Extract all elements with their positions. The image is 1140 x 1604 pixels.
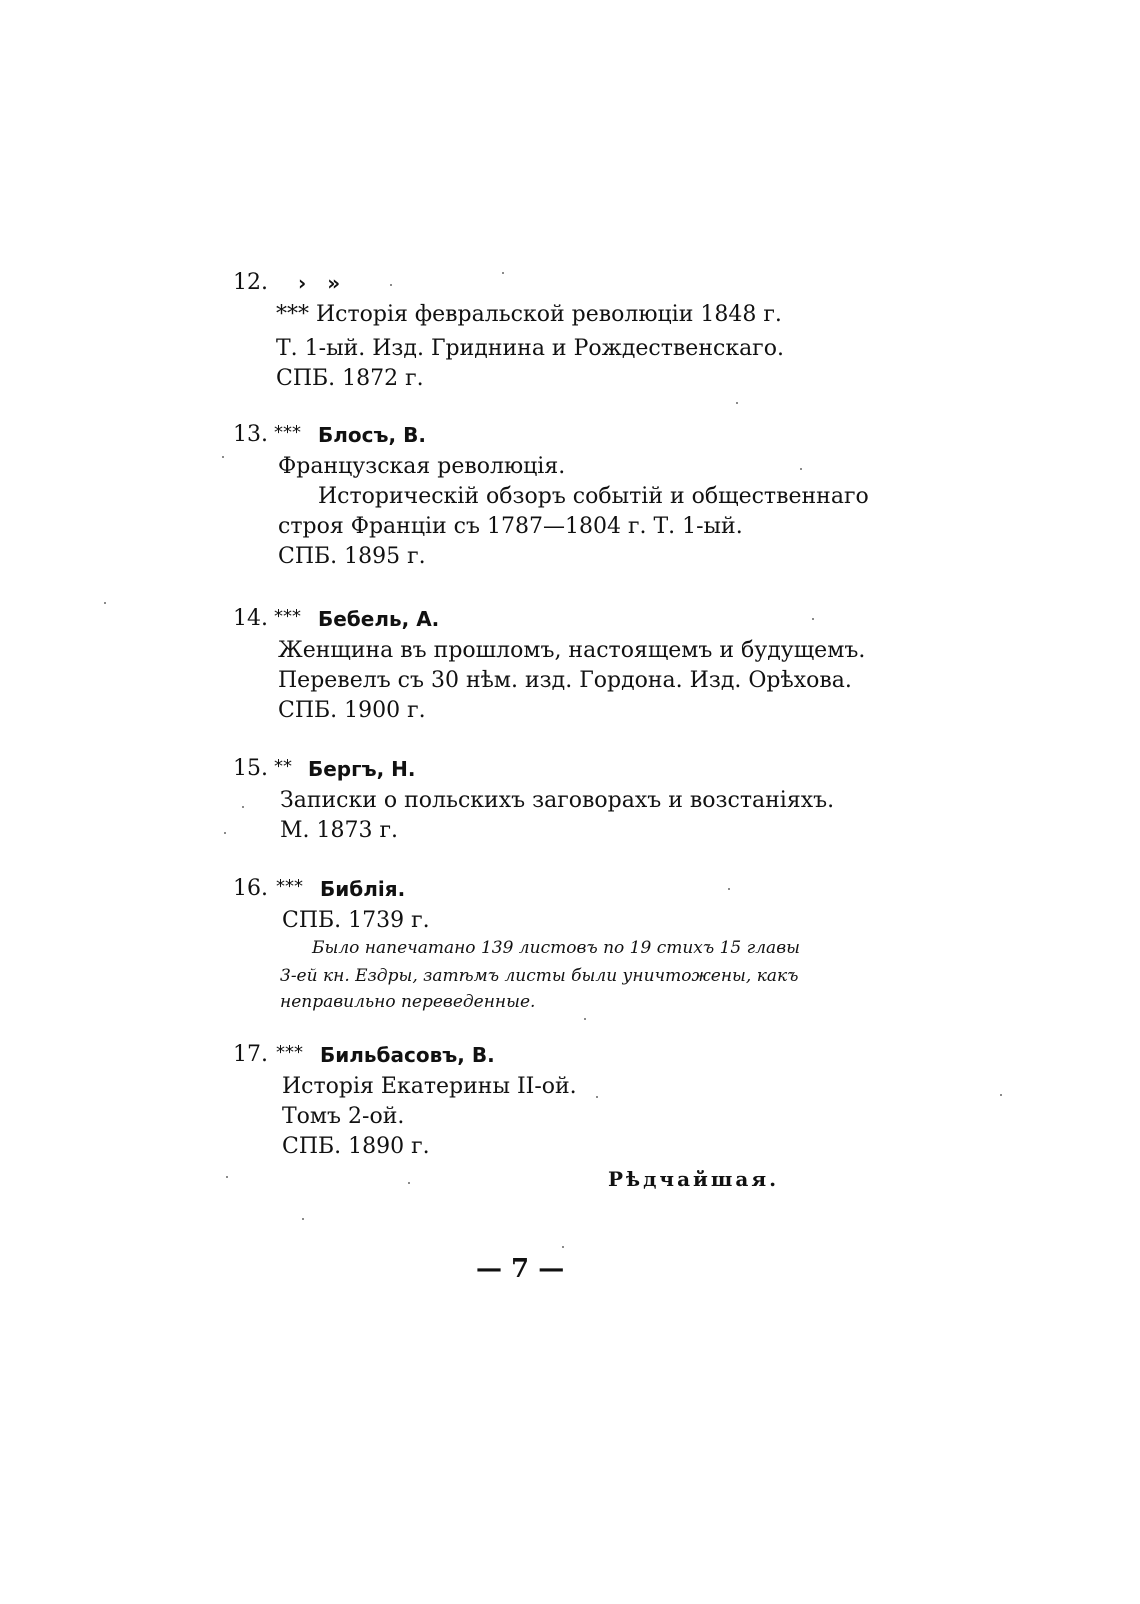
scan-speck (584, 1018, 586, 1020)
entry-publisher: Т. 1-ый. Изд. Гриднина и Рождественскаго. (276, 336, 784, 361)
scan-speck (302, 1218, 304, 1220)
entry-author: Блосъ, В. (318, 423, 426, 447)
rarity-stars: *** (276, 876, 303, 897)
rarity-stars: *** (274, 606, 301, 627)
entry-title: Французская революція. (278, 454, 566, 479)
scan-speck (562, 1246, 564, 1248)
ditto-marks: › » (298, 271, 341, 295)
scan-speck (226, 1176, 228, 1178)
scan-speck (812, 618, 814, 620)
entry-number: 16. (233, 876, 268, 901)
rarity-stars: *** (274, 422, 301, 443)
rarity-stars: *** (276, 1042, 303, 1063)
page-number: — 7 — (476, 1254, 565, 1284)
entry-imprint: СПБ. 1900 г. (278, 698, 426, 723)
entry-number: 17. (233, 1042, 268, 1067)
scan-speck (222, 456, 224, 458)
scan-speck (1000, 1094, 1002, 1096)
entry-translation: Перевелъ съ 30 нѣм. изд. Гордона. Изд. Орѣхова. (278, 668, 852, 693)
entry-author: Бильбасовъ, В. (320, 1043, 495, 1067)
scan-speck (408, 1182, 410, 1184)
entry-imprint: М. 1873 г. (280, 818, 399, 843)
entry-note-line-2: 3-ей кн. Ездры, затѣмъ листы были уничтожены, какъ (280, 966, 799, 986)
scan-speck (800, 468, 802, 470)
rarity-stars: ** (274, 756, 292, 777)
entry-imprint: СПБ. 1895 г. (278, 544, 426, 569)
entry-subtitle: Историческій обзоръ событій и общественнаго (318, 484, 869, 509)
scan-speck (242, 806, 244, 808)
entry-title: *** Исторія февральской революціи 1848 г. (276, 302, 782, 327)
entry-author: Бебель, А. (318, 607, 440, 631)
scan-speck (596, 1096, 598, 1098)
scan-speck (728, 888, 730, 890)
entry-number: 15. (233, 756, 268, 781)
entry-subtitle-cont: строя Франціи съ 1787—1804 г. Т. 1-ый. (278, 514, 743, 539)
rarity-remark: Рѣдчайшая. (608, 1167, 780, 1191)
scan-speck (502, 272, 504, 274)
entry-author: Бергъ, Н. (308, 757, 416, 781)
entry-imprint: СПБ. 1890 г. (282, 1134, 430, 1159)
entry-title: Женщина въ прошломъ, настоящемъ и будущемъ. (278, 638, 866, 663)
entry-title: Записки о польскихъ заговорахъ и возстаніяхъ. (280, 788, 835, 813)
entry-volume: Томъ 2-ой. (282, 1104, 405, 1129)
scan-speck (104, 602, 106, 604)
scan-speck (224, 832, 226, 834)
scan-speck (390, 284, 392, 286)
entry-note-line-1: Было напечатано 139 листовъ по 19 стихъ 15 главы (312, 938, 800, 958)
entry-number: 13. (233, 422, 268, 447)
entry-imprint: СПБ. 1739 г. (282, 908, 430, 933)
scan-speck (736, 402, 738, 404)
entry-author: Библія. (320, 877, 406, 901)
entry-number: 14. (233, 606, 268, 631)
entry-imprint: СПБ. 1872 г. (276, 366, 424, 391)
entry-note-line-3: неправильно переведенные. (280, 992, 536, 1012)
entry-title: Исторія Екатерины II-ой. (282, 1074, 577, 1099)
entry-number: 12. (233, 270, 268, 295)
